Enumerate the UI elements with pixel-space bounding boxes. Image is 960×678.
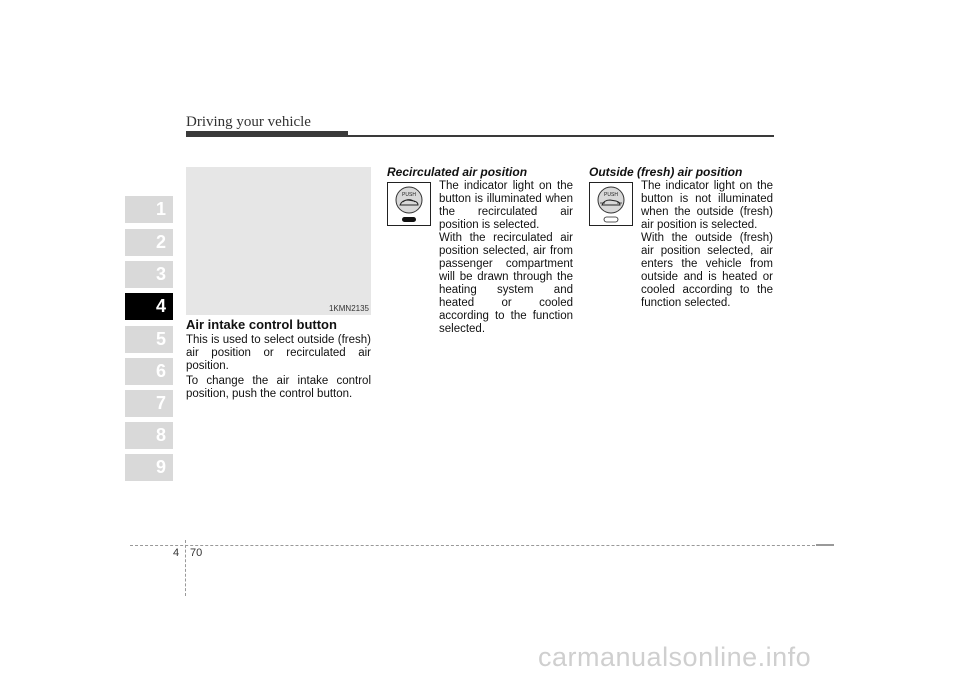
watermark-text: carmanualsonline.info [538,642,812,672]
footer-chapter-number: 4 [173,547,180,559]
header-rule [186,135,774,137]
chapter-tab-7[interactable]: 7 [125,390,173,417]
footer-rule [130,545,820,546]
outside-air-push-button-icon [590,183,632,225]
outside-push-label: PUSH [604,192,618,198]
chapter-tab-9[interactable]: 9 [125,454,173,481]
footer-divider [185,540,186,596]
outside-button-figure [589,182,633,226]
section-heading-air-intake: Air intake control button [186,317,337,332]
outside-para-1: The indicator light on the button is not illuminated when the outside (fresh) air position is selected. [641,180,773,231]
air-intake-para-1: This is used to select outside (fresh) air position or recirculated air position. [186,334,371,372]
page-header-title: Driving your vehicle [186,114,311,130]
recirculated-button-figure [387,182,431,226]
chapter-tab-2[interactable]: 2 [125,229,173,256]
recirculated-para-1: The indicator light on the button is illuminated when the recirculated air position is selected. [439,180,573,231]
figure-code: 1KMN2135 [328,304,369,313]
recirculate-push-button-icon [388,183,430,225]
chapter-tab-3[interactable]: 3 [125,261,173,288]
chapter-tab-6[interactable]: 6 [125,358,173,385]
recirculated-push-label: PUSH [402,192,416,198]
recirculated-para-2: With the recirculated air position selected, air from passenger compartment will be drawn through the heating system and heated or cooled according to the function selected. [439,232,573,335]
footer-rule-end [816,544,834,546]
figure-placeholder [186,167,371,315]
section-heading-recirculated: Recirculated air position [387,165,528,179]
chapter-tab-4[interactable]: 4 [125,293,173,320]
chapter-tab-1[interactable]: 1 [125,196,173,223]
chapter-tab-8[interactable]: 8 [125,422,173,449]
chapter-tab-5[interactable]: 5 [125,326,173,353]
outside-para-2: With the outside (fresh) air position selected, air enters the vehicle from outside and is heated or cooled according to the function selected. [641,232,773,309]
section-heading-outside: Outside (fresh) air position [589,165,743,179]
footer-page-number: 70 [190,547,203,559]
air-intake-para-2: To change the air intake control position, push the control button. [186,375,371,400]
